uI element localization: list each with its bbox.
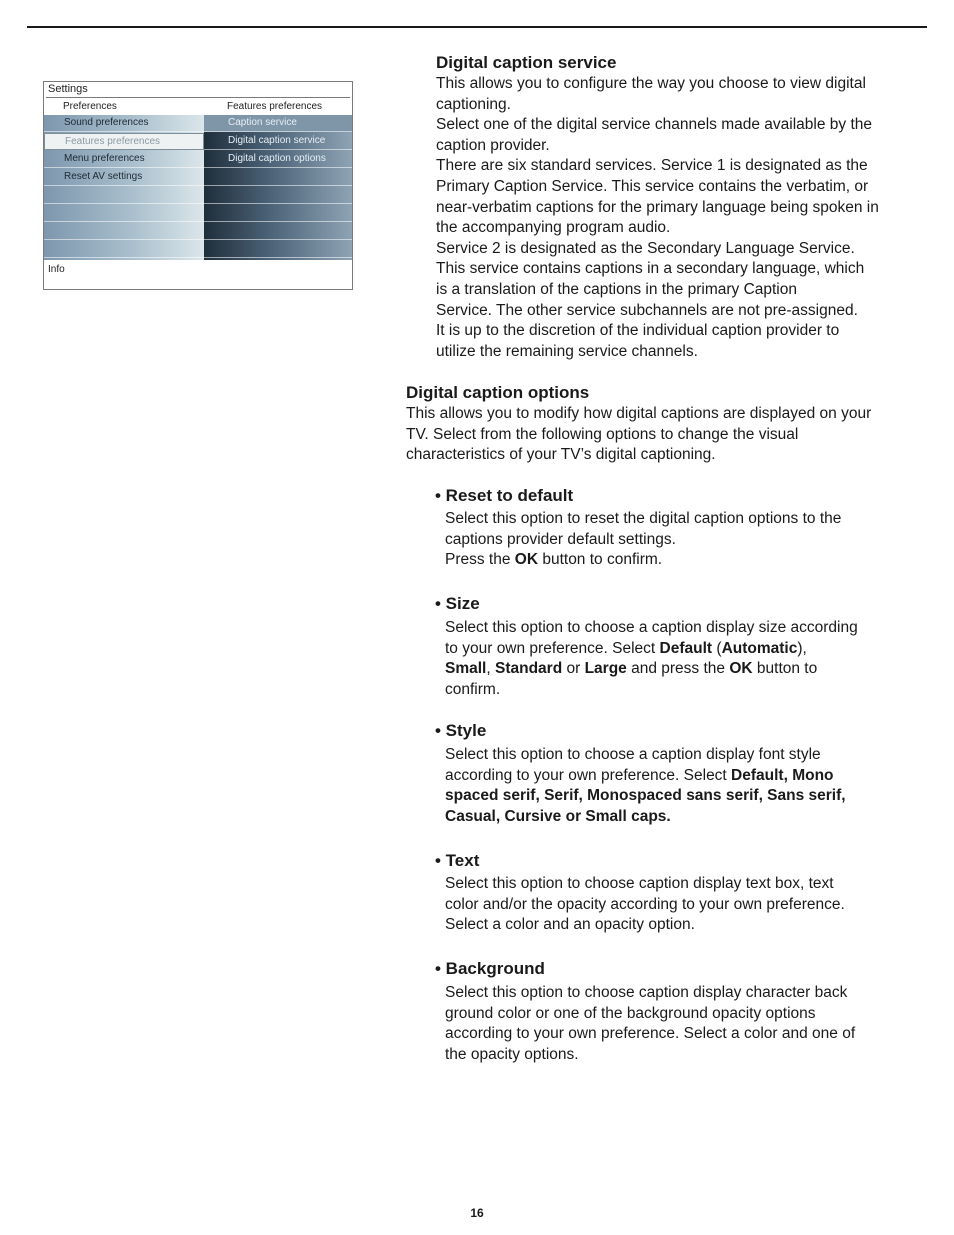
menu-item-digital-caption-service: Digital caption service bbox=[204, 133, 352, 150]
menu-empty-row bbox=[204, 241, 352, 258]
menu-title: Settings bbox=[48, 83, 88, 95]
size-body: Select this option to choose a caption display size according to your own preference. Select Default (Automatic), Small, Standard or Large and press the OK button to confirm. bbox=[445, 619, 858, 698]
menu-empty-row bbox=[204, 205, 352, 222]
menu-empty-row bbox=[44, 187, 204, 204]
text-heading: • Text bbox=[435, 851, 480, 870]
style-body: Select this option to choose a caption display font style according to your own preference. Select Default, Mono spaced serif, Serif, Monospaced sans serif, Sans serif, Casual, Cursive or Small caps. bbox=[445, 746, 846, 825]
size-heading: • Size bbox=[435, 594, 480, 613]
menu-left-panel bbox=[44, 115, 204, 260]
background-body: Select this option to choose caption display character back ground color or one of the background opacity options according to your own preference. Select a color and one of the opacity options. bbox=[445, 984, 856, 1063]
digital-caption-service-body: This allows you to configure the way you choose to view digital captioning. Select one of the digital service channels made available by the caption provider. There are six standard services. Service 1 is designated as the Primary Caption Service. This service contains the verbatim, or near-verbatim captions for the primary language being spoken in the accompanying program audio. Service 2 is designated as the Secondary Language Service. This service contains captions in a secondary language, which is a translation of the captions in the primary Caption Service. The other service subchannels are not pre-assigned. It is up to the discretion of the individual caption provider to utilize the remaining service channels. bbox=[436, 75, 879, 360]
digital-caption-options-body: This allows you to modify how digital captions are displayed on your TV. Select from the following options to change the visual characteristics of your TV’s digital captioning. bbox=[406, 405, 872, 464]
text-body: Select this option to choose caption display text box, text color and/or the opacity according to your own preference. Select a color and an opacity option. bbox=[445, 875, 845, 934]
menu-item-reset-av-settings: Reset AV settings bbox=[44, 169, 204, 186]
style-heading: • Style bbox=[435, 721, 487, 740]
background-heading: • Background bbox=[435, 959, 545, 978]
settings-menu-screenshot bbox=[43, 81, 353, 290]
reset-to-default-heading: • Reset to default bbox=[435, 486, 574, 505]
menu-left-header: Preferences bbox=[63, 101, 117, 112]
menu-item-features-preferences: Features preferences bbox=[44, 133, 204, 150]
page-number: 16 bbox=[470, 1206, 484, 1220]
menu-item-sound-preferences: Sound preferences bbox=[44, 115, 204, 132]
menu-empty-row bbox=[44, 205, 204, 222]
digital-caption-options-heading: Digital caption options bbox=[406, 383, 590, 402]
menu-empty-row bbox=[44, 241, 204, 258]
menu-item-caption-service: Caption service bbox=[204, 115, 352, 132]
menu-empty-row bbox=[204, 223, 352, 240]
menu-empty-row bbox=[204, 187, 352, 204]
reset-to-default-body: Select this option to reset the digital caption options to the captions provider default settings. Press the OK button to confirm. bbox=[445, 510, 842, 569]
menu-item-menu-preferences: Menu preferences bbox=[44, 151, 204, 168]
ok-keyword: OK bbox=[514, 551, 539, 569]
menu-title-divider bbox=[46, 97, 350, 98]
digital-caption-service-heading: Digital caption service bbox=[436, 53, 617, 72]
menu-right-panel bbox=[204, 115, 352, 260]
menu-info: Info bbox=[48, 264, 65, 275]
top-rule bbox=[27, 26, 927, 28]
menu-right-header: Features preferences bbox=[227, 101, 323, 112]
menu-empty-row bbox=[44, 223, 204, 240]
menu-empty-row bbox=[204, 169, 352, 186]
menu-item-digital-caption-options: Digital caption options bbox=[204, 151, 352, 168]
